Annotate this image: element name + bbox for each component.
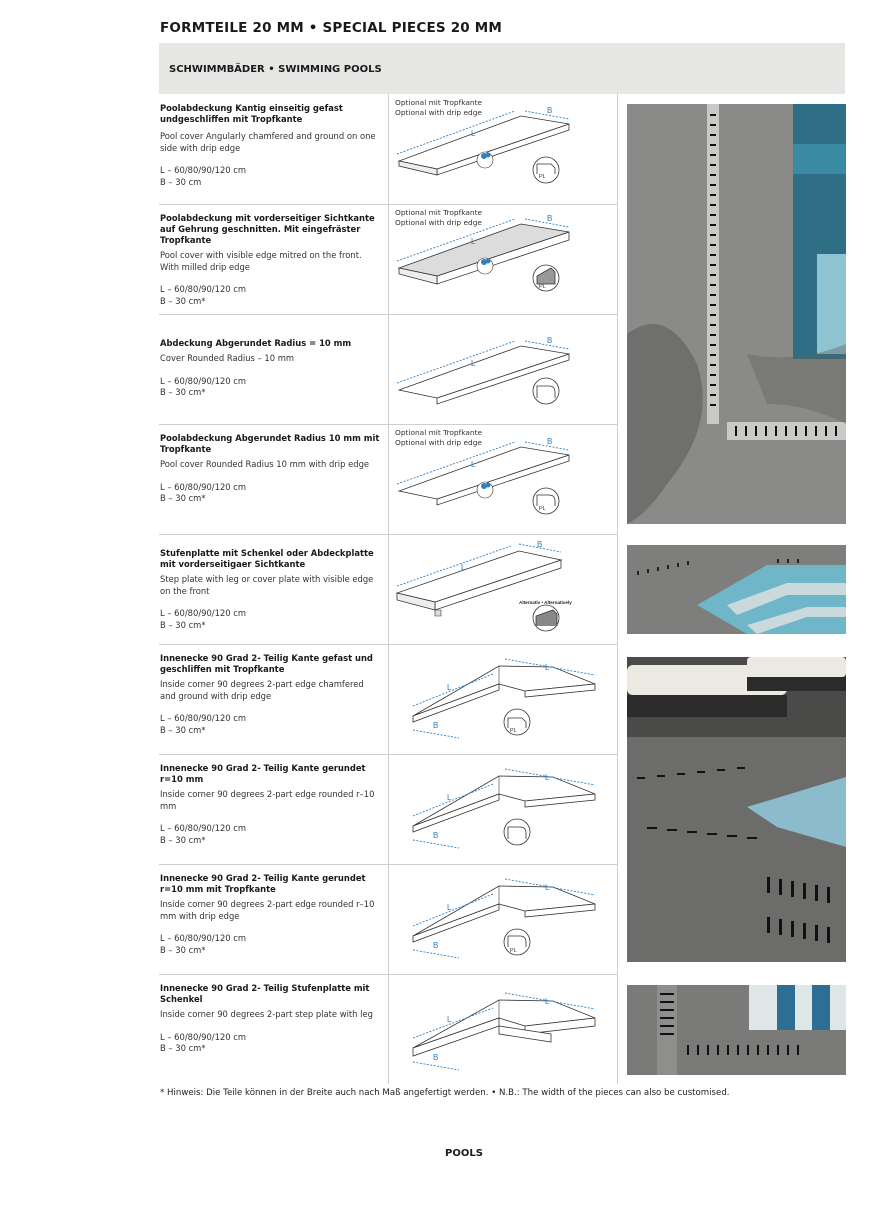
- row-text: [160, 338, 382, 399]
- width-label: B: [547, 336, 553, 345]
- name-german: Poolabdeckung Abgerundet Radius 10 mm mit Tropfkante: [160, 433, 380, 454]
- width-label: B: [547, 106, 553, 115]
- width-label: B: [547, 437, 553, 446]
- name-german: Innenecke 90 Grad 2- Teilig Kante gefast und geschliffen mit Tropfkante: [160, 653, 373, 674]
- footnote: * Hinweis: Die Teile können in der Breite auch nach Maß angefertigt werden. • N.B.: The width of the pieces can also be customised.: [160, 1088, 730, 1098]
- width-value: B – 30 cm*: [160, 944, 206, 955]
- name-english: Inside corner 90 degrees 2-part edge rounded r–10 mm with drip edge: [160, 899, 375, 921]
- dimensions: [160, 1032, 382, 1055]
- dimensions: [160, 713, 382, 736]
- optional-german: Optional mit Tropfkante: [395, 208, 483, 217]
- name-english: Step plate with leg or cover plate with visible edge on the front: [160, 574, 374, 596]
- width-label: B: [433, 721, 439, 730]
- piece-drawing: [389, 314, 617, 424]
- piece-drawing: [389, 644, 617, 754]
- column-divider: [617, 534, 618, 644]
- table-row: [159, 974, 618, 1084]
- table-row: [159, 204, 618, 315]
- length-value: L – 60/80/90/120 cm: [160, 713, 247, 723]
- name-english: Cover Rounded Radius – 10 mm: [160, 353, 295, 363]
- name-german: Poolabdeckung mit vorderseitiger Sichtkante auf Gehrung geschnitten. Mit eingefräster Tropfkante: [160, 213, 375, 245]
- row-text: [160, 548, 382, 631]
- column-divider: [617, 974, 618, 1084]
- drip-label: PL: [539, 284, 546, 290]
- optional-german: Optional mit Tropfkante: [395, 428, 483, 437]
- table-row: [159, 534, 618, 645]
- length-label: L: [471, 460, 476, 469]
- piece-drawing: [389, 864, 617, 974]
- column-divider: [617, 204, 618, 314]
- width-label: B: [547, 214, 553, 223]
- length-label: L: [447, 683, 452, 692]
- dimensions: [160, 933, 382, 956]
- width-label: B: [433, 831, 439, 840]
- dimensions: [160, 165, 382, 188]
- length-value: L – 60/80/90/120 cm: [160, 823, 247, 833]
- length-value: L – 60/80/90/120 cm: [160, 375, 247, 386]
- dimensions: [160, 608, 382, 631]
- section-header: [159, 43, 845, 94]
- length-value: L – 60/80/90/120 cm: [160, 284, 247, 294]
- pool-grate-photo: [627, 985, 846, 1075]
- width-value: B – 30 cm*: [160, 619, 206, 630]
- width-value: B – 30 cm*: [160, 1043, 206, 1053]
- page-title: FORMTEILE 20 MM • SPECIAL PIECES 20 MM: [160, 20, 503, 36]
- table-row: [159, 424, 618, 535]
- column-divider: [617, 94, 618, 204]
- width-value: B – 30 cm*: [160, 724, 206, 735]
- piece-drawing: [389, 754, 617, 864]
- width-label: B: [433, 1053, 439, 1062]
- length-value: L – 60/80/90/120 cm: [160, 165, 247, 175]
- length-value: L – 60/80/90/120 cm: [160, 933, 247, 943]
- section-title: SCHWIMMBÄDER • SWIMMING POOLS: [169, 64, 382, 75]
- width-value: B – 30 cm*: [160, 493, 206, 503]
- length-label: L: [461, 563, 466, 572]
- column-divider: [617, 314, 618, 424]
- length-label: L: [447, 903, 452, 912]
- table-row: [159, 314, 618, 425]
- row-text: [160, 653, 382, 736]
- column-divider: [617, 644, 618, 754]
- name-german: Innenecke 90 Grad 2- Teilig Kante gerundet r=10 mm: [160, 763, 366, 784]
- name-german: Stufenplatte mit Schenkel oder Abdeckplatte mit vorderseitigaer Sichtkante: [160, 548, 374, 569]
- page-section-label: POOLS: [445, 1148, 483, 1159]
- drip-label: PL: [510, 948, 517, 954]
- optional-english: Optional with drip edge: [395, 108, 482, 117]
- length-label: L: [545, 997, 550, 1006]
- drip-label: PL: [539, 506, 546, 512]
- length-value: L – 60/80/90/120 cm: [160, 481, 247, 492]
- alternative-label: Alternativ • Alternatively: [519, 600, 572, 605]
- column-divider: [617, 424, 618, 534]
- drip-label: PL: [539, 174, 546, 180]
- drip-label: PL: [510, 728, 517, 734]
- length-label: L: [471, 359, 476, 368]
- table-row: [159, 94, 618, 205]
- name-english: Pool cover with visible edge mitred on the front. With milled drip edge: [160, 250, 362, 272]
- name-english: Inside corner 90 degrees 2-part edge rounded r–10 mm: [160, 789, 375, 811]
- length-label: L: [471, 129, 476, 138]
- pool-steps-photo: [627, 545, 846, 634]
- row-text: [160, 763, 382, 846]
- piece-drawing: [389, 94, 617, 204]
- column-divider: [617, 754, 618, 864]
- piece-drawing: [389, 974, 617, 1084]
- width-value: B – 30 cm*: [160, 295, 206, 306]
- row-text: [160, 983, 382, 1055]
- row-text: [160, 213, 382, 307]
- dimensions: [160, 482, 382, 505]
- name-german: Poolabdeckung Kantig einseitig gefast undgeschliffen mit Tropfkante: [160, 103, 343, 124]
- row-text: [160, 873, 382, 956]
- length-value: L – 60/80/90/120 cm: [160, 1031, 247, 1042]
- length-label: L: [545, 663, 550, 672]
- length-label: L: [447, 1015, 452, 1024]
- row-text: [160, 103, 382, 188]
- piece-drawing: [389, 204, 617, 314]
- row-text: [160, 433, 382, 505]
- length-label: L: [545, 773, 550, 782]
- name-german: Abdeckung Abgerundet Radius = 10 mm: [160, 338, 352, 348]
- name-english: Pool cover Angularly chamfered and ground on one side with drip edge: [160, 131, 376, 153]
- table-row: [159, 644, 618, 755]
- piece-drawing: [389, 424, 617, 534]
- name-english: Inside corner 90 degrees 2-part edge chamfered and ground with drip edge: [160, 679, 364, 701]
- name-german: Innenecke 90 Grad 2- Teilig Stufenplatte mit Schenkel: [160, 983, 370, 1004]
- width-value: B – 30 cm*: [160, 834, 206, 845]
- name-english: Inside corner 90 degrees 2-part step plate with leg: [160, 1009, 373, 1019]
- width-value: B – 30 cm*: [160, 387, 206, 397]
- length-value: L – 60/80/90/120 cm: [160, 608, 247, 618]
- table-row: [159, 754, 618, 865]
- pool-edge-photo: [627, 104, 846, 524]
- optional-german: Optional mit Tropfkante: [395, 98, 483, 107]
- name-german: Innenecke 90 Grad 2- Teilig Kante gerundet r=10 mm mit Tropfkante: [160, 873, 366, 894]
- piece-drawing: [389, 534, 617, 644]
- table-row: [159, 864, 618, 975]
- width-value: B – 30 cm: [160, 176, 202, 187]
- name-english: Pool cover Rounded Radius 10 mm with drip edge: [160, 459, 370, 469]
- dimensions: [160, 823, 382, 846]
- poolside-loungers-photo: [627, 657, 846, 962]
- dimensions: [160, 284, 382, 307]
- dimensions: [160, 376, 382, 399]
- column-divider: [617, 864, 618, 974]
- width-label: B: [433, 941, 439, 950]
- length-label: L: [545, 883, 550, 892]
- optional-english: Optional with drip edge: [395, 218, 482, 227]
- length-label: L: [447, 793, 452, 802]
- optional-english: Optional with drip edge: [395, 438, 482, 447]
- length-label: L: [471, 237, 476, 246]
- width-label: B: [537, 540, 543, 549]
